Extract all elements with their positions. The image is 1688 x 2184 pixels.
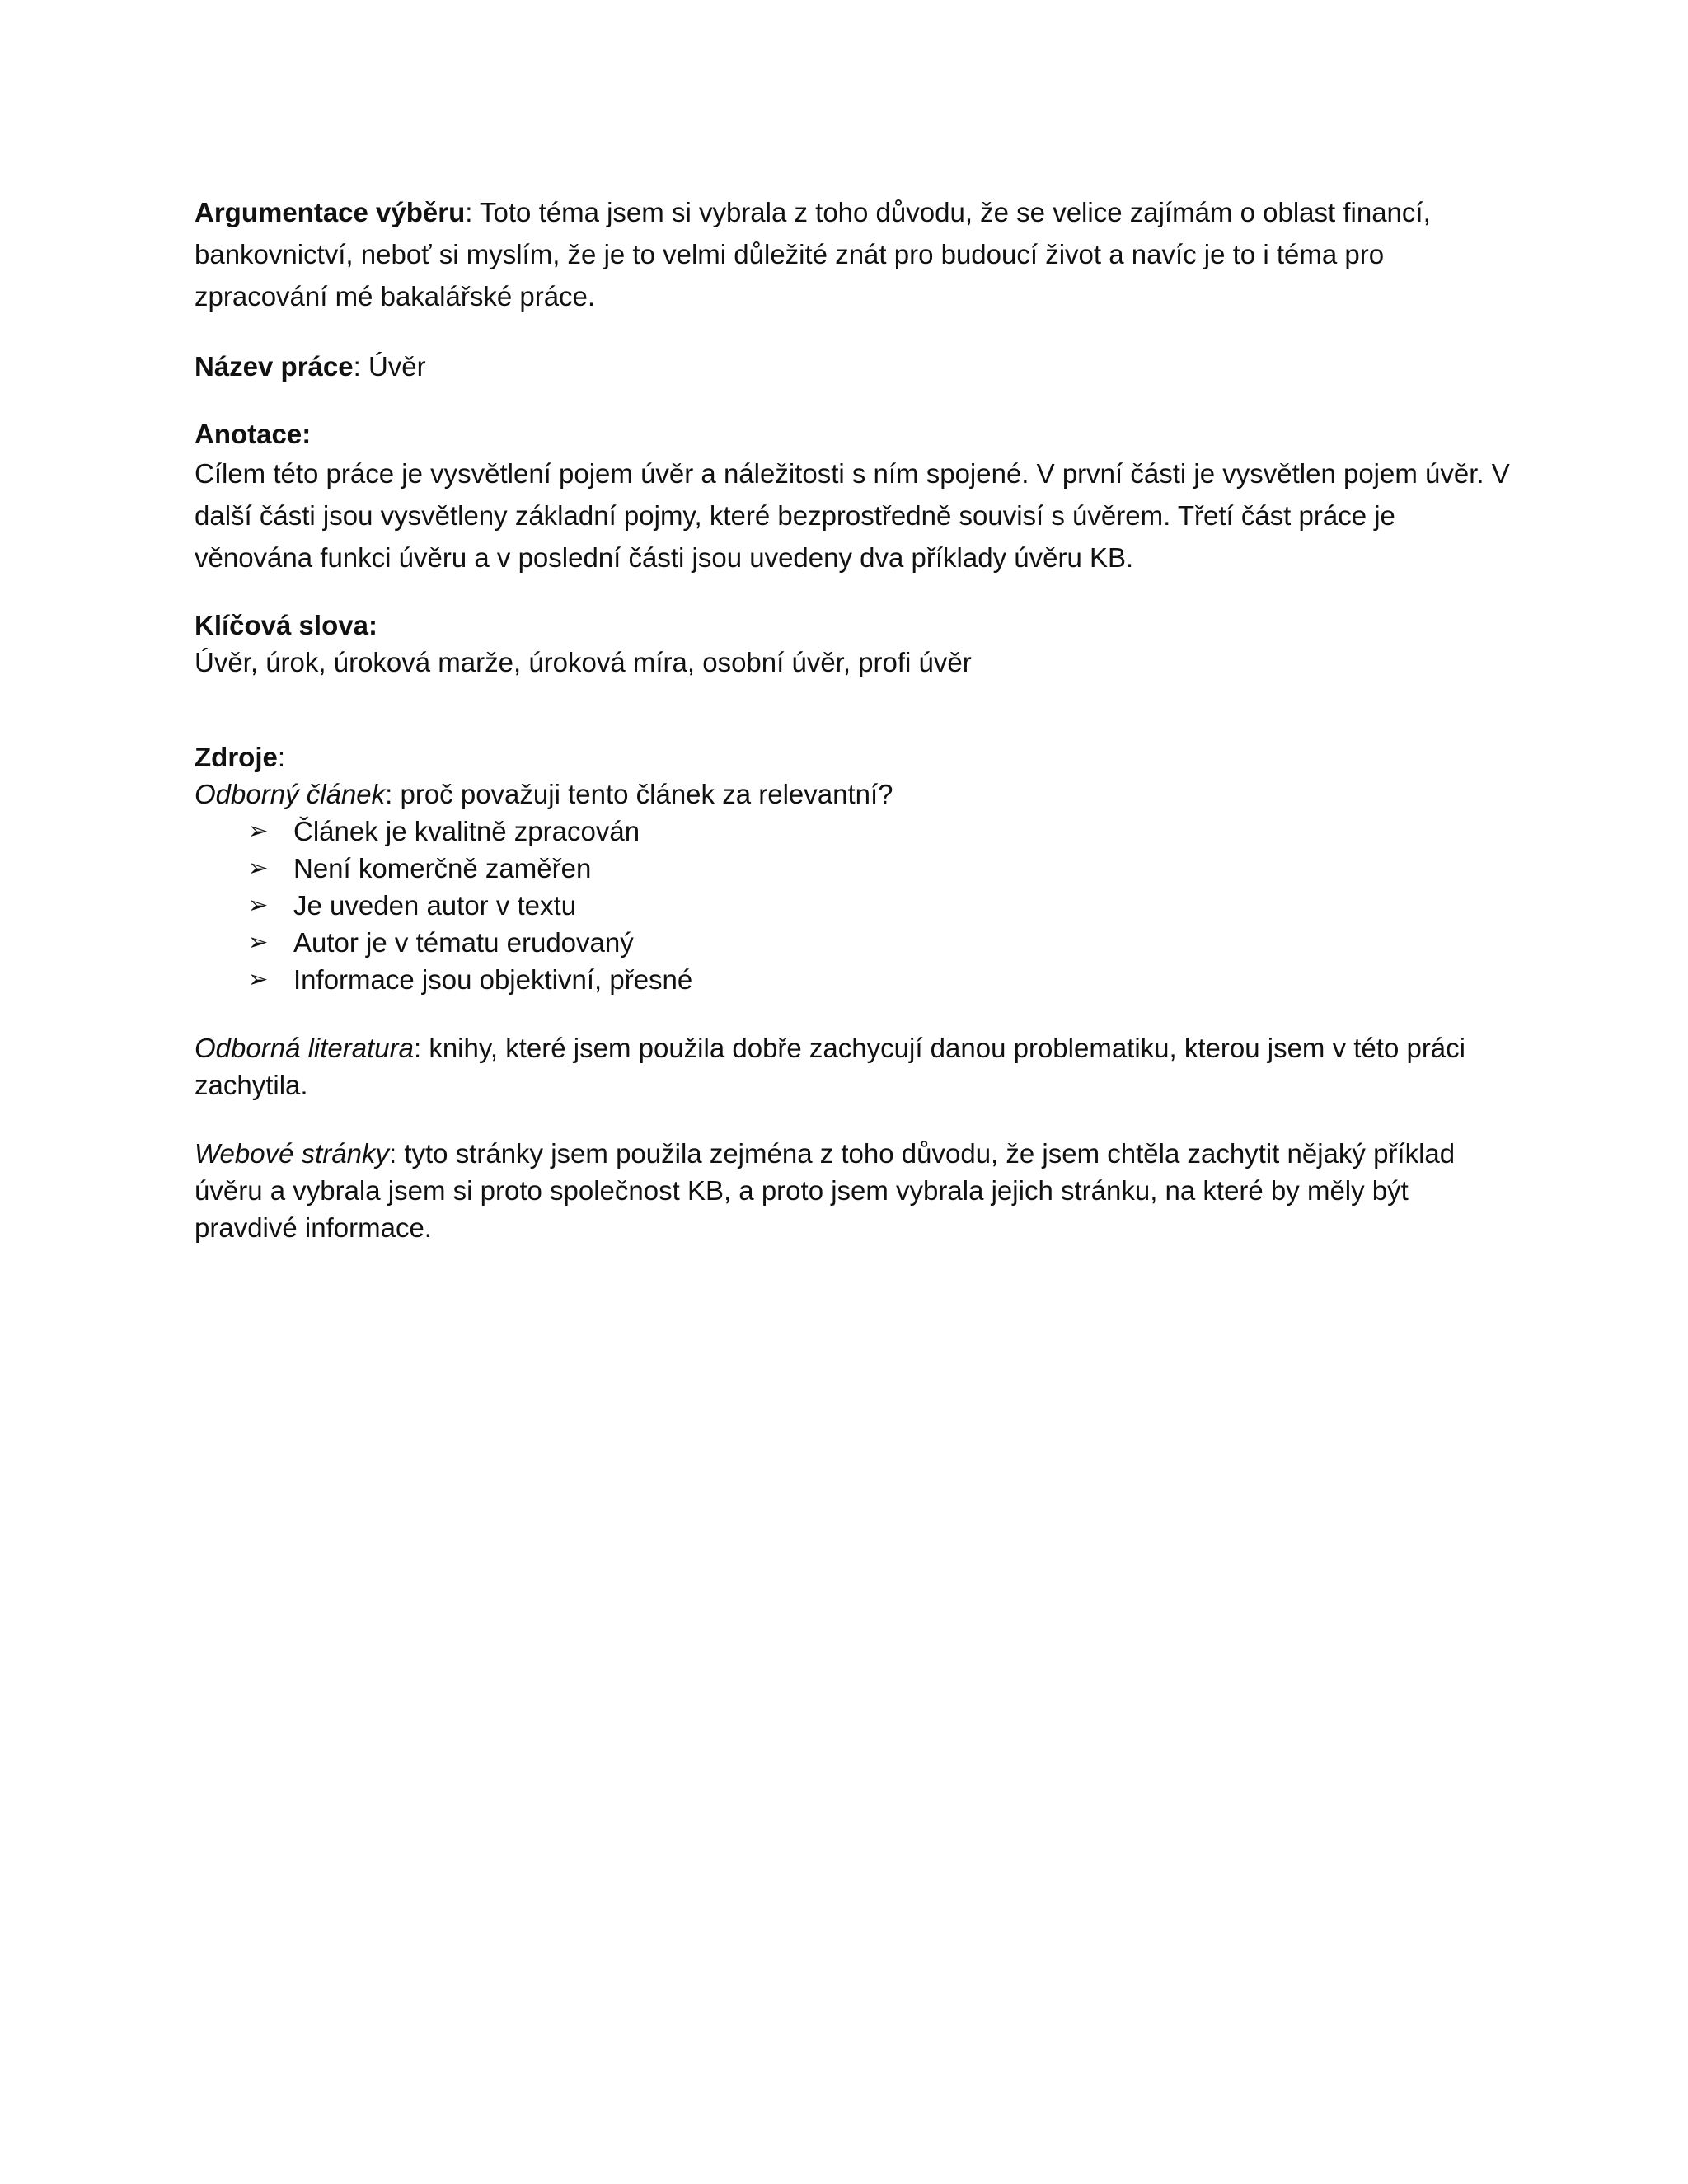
arrow-bullet-icon: ➢ — [247, 928, 269, 957]
zdroje-colon: : — [277, 742, 286, 772]
arrow-bullet-icon: ➢ — [247, 854, 269, 883]
literatura-paragraph — [195, 1029, 1513, 1104]
klicova-slova-label: Klíčová slova: — [195, 610, 377, 640]
anotace-section — [195, 415, 1513, 579]
list-item-text: Je uveden autor v textu — [293, 890, 577, 921]
argumentace-paragraph — [195, 191, 1513, 317]
web-paragraph — [195, 1135, 1513, 1246]
clanek-heading — [195, 776, 1513, 813]
zdroje-heading — [195, 738, 1513, 776]
klicova-slova-text: Úvěr, úrok, úroková marže, úroková míra, osobní úvěr, profi úvěr — [195, 647, 972, 677]
list-item — [195, 887, 1513, 924]
list-item-text: Článek je kvalitně zpracován — [293, 816, 640, 846]
nazev-text: : Úvěr — [353, 351, 426, 382]
web-label: Webové stránky — [195, 1138, 389, 1169]
anotace-label: Anotace: — [195, 419, 312, 449]
argumentace-label: Argumentace výběru — [195, 197, 466, 227]
arrow-bullet-icon: ➢ — [247, 817, 269, 846]
zdroje-label: Zdroje — [195, 742, 278, 772]
list-item-text: Není komerčně zaměřen — [293, 853, 592, 883]
arrow-bullet-icon: ➢ — [247, 965, 269, 994]
anotace-text: Cílem této práce je vysvětlení pojem úvěr a náležitosti s ním spojené. V první části je vysvětlen pojem úvěr. V další části jsou vysvětleny základní pojmy, které bezprostředně souvisí s úvěrem. Třetí část práce je věnována funkci úvěru a v poslední části jsou uvedeny dva příklady úvěru KB. — [195, 458, 1510, 573]
argumentace-text: : Toto téma jsem si vybrala z toho důvodu, že se velice zajímám o oblast financí, bankovnictví, neboť si myslím, že je to velmi důležité znát pro budoucí život a navíc je to i téma pro zpracování mé bakalářské práce. — [195, 197, 1431, 312]
literatura-text: : knihy, které jsem použila dobře zachycují danou problematiku, kterou jsem v této práci zachytila. — [195, 1033, 1465, 1100]
list-item — [195, 850, 1513, 887]
clanek-text: : proč považuji tento článek za relevantní? — [385, 779, 893, 809]
arrow-bullet-icon: ➢ — [247, 891, 269, 920]
nazev-paragraph — [195, 345, 1513, 387]
list-item — [195, 924, 1513, 961]
web-text: : tyto stránky jsem použila zejména z toho důvodu, že jsem chtěla zachytit nějaký příklad úvěru a vybrala jsem si proto společnost KB, a proto jsem vybrala jejich stránku, na které by měly být pravdivé informace. — [195, 1138, 1456, 1243]
literatura-label: Odborná literatura — [195, 1033, 414, 1063]
nazev-label: Název práce — [195, 351, 354, 382]
document-page — [195, 191, 1513, 1246]
clanek-label: Odborný článek — [195, 779, 386, 809]
list-item — [195, 813, 1513, 850]
klicova-slova-section — [195, 607, 1513, 681]
clanek-criteria-list — [195, 813, 1513, 998]
list-item-text: Informace jsou objektivní, přesné — [293, 964, 693, 995]
list-item-text: Autor je v tématu erudovaný — [293, 927, 634, 958]
list-item — [195, 961, 1513, 998]
